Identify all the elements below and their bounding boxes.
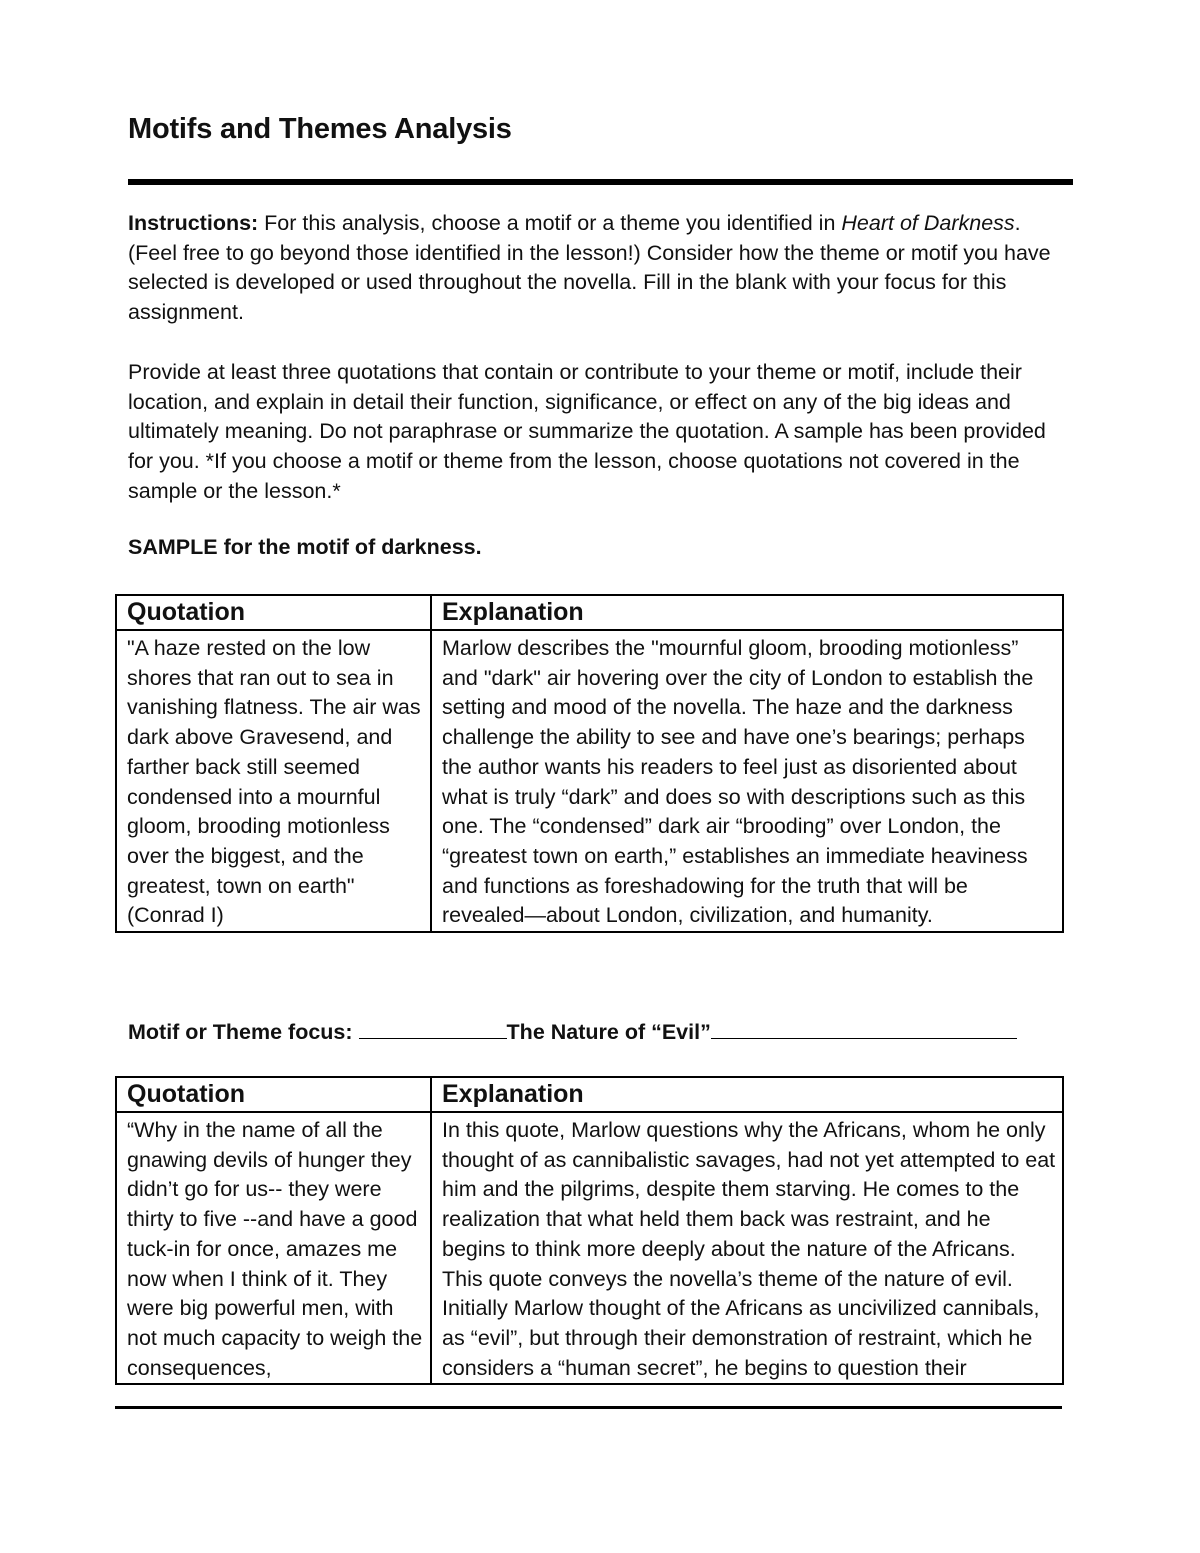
focus-blank-right [711,1016,1017,1039]
title-divider [128,179,1073,185]
student-quotation-cell[interactable]: “Why in the name of all the gnawing devils of hunger they didn’t go for us-- they were thirty to five --and have a good tuck-in for once, amazes me now when I think of it. They were big powerful men, with not much capacity to weigh the consequences, [116,1112,431,1384]
sample-explanation-header: Explanation [431,595,1063,630]
student-explanation-header: Explanation [431,1077,1063,1112]
book-title: Heart of Darkness [841,211,1015,235]
sample-quotation-header: Quotation [116,595,431,630]
instructions-label: Instructions: [128,211,259,235]
page-title: Motifs and Themes Analysis [128,113,512,145]
table-row [116,1112,1063,1384]
focus-line [128,1016,1017,1045]
focus-blank-left [359,1016,507,1039]
student-table [115,1076,1064,1385]
instructions-paragraph [128,209,1073,328]
student-explanation-cell[interactable]: In this quote, Marlow questions why the Africans, whom he only thought of as cannibalistic savages, had not yet attempted to eat him and the pilgrims, despite them starving. He comes to the realization that what held them back was restraint, and he begins to think more deeply about the nature of the Africans. This quote conveys the novella’s theme of the nature of evil. Initially Marlow thought of the Africans as uncivilized cannibals, as “evil”, but through their demonstration of restraint, which he considers a “human secret”, he begins to question their [431,1112,1063,1384]
table-row [116,630,1063,932]
focus-label: Motif or Theme focus: [128,1020,353,1044]
sample-quotation-cell: "A haze rested on the low shores that ran out to sea in vanishing flatness. The air was dark above Gravesend, and farther back still seemed condensed into a mournful gloom, brooding motionless over the biggest, and the greatest, town on earth" (Conrad I) [116,630,431,932]
sample-table [115,594,1064,933]
student-quotation-header: Quotation [116,1077,431,1112]
sample-explanation-cell: Marlow describes the "mournful gloom, brooding motionless” and "dark" air hovering over the city of London to establish the setting and mood of the novella. The haze and the darkness challenge the ability to see and have one’s bearings; perhaps the author wants his readers to feel just as disoriented about what is truly “dark” and does so with descriptions such as this one. The “condensed” dark air “brooding” over London, the “greatest town on earth,” establishes an immediate heaviness and functions as foreshadowing for the truth that will be revealed—about London, civilization, and humanity. [431,630,1063,932]
instructions-text-2: . (Feel free to go beyond those identified in the lesson!) Consider how the theme or motif you have selected is developed or used throughout the novella. Fill in the blank with your focus for this assignment. [128,211,1051,325]
focus-value: The Nature of “Evil” [506,1020,711,1044]
student-table-header-row [116,1077,1063,1112]
instructions-text-1: For this analysis, choose a motif or a theme you identified in [258,211,842,235]
quotation-instructions-paragraph: Provide at least three quotations that contain or contribute to your theme or motif, include their location, and explain in detail their function, significance, or effect on any of the big ideas and ultimately meaning. Do not paraphrase or summarize the quotation. A sample has been provided for you. *If you choose a motif or theme from the lesson, choose quotations not covered in the sample or the lesson.* [128,360,1046,503]
sample-heading: SAMPLE for the motif of darkness. [128,535,482,559]
student-table-container [113,1074,1065,1411]
sample-table-header-row [116,595,1063,630]
table-bottom-border [115,1406,1062,1409]
